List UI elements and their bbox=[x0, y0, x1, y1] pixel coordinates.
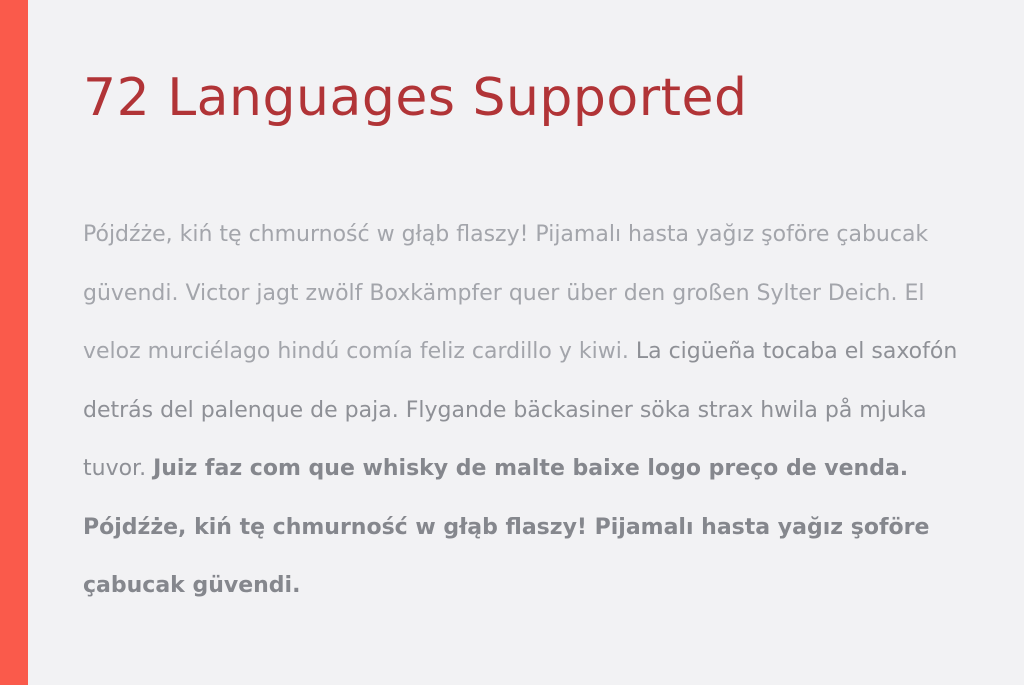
accent-bar bbox=[0, 0, 28, 685]
sample-text-light: Pójdźże, kiń tę chmurność w głąb flaszy! Pijamalı hasta yağız şoföre çabucak güvendi. Victor jagt zwölf Boxkämpfer quer über den großen Sylter Deich. El veloz murciélago hindú comía feliz cardillo y kiwi. bbox=[83, 222, 929, 364]
sample-paragraph bbox=[83, 206, 973, 616]
content-area bbox=[83, 58, 983, 616]
sample-text-regular: La cigüeña tocaba el saxofón detrás del palenque de paja. Flygande bäckasiner söka strax hwila på mjuka tuvor. bbox=[83, 339, 958, 481]
page-title: 72 Languages Supported bbox=[83, 68, 748, 128]
sample-text-bold: Juiz faz com que whisky de malte baixe logo preço de venda. Pójdźże, kiń tę chmurność w głąb flaszy! Pijamalı hasta yağız şoföre çabucak güvendi. bbox=[83, 456, 930, 598]
